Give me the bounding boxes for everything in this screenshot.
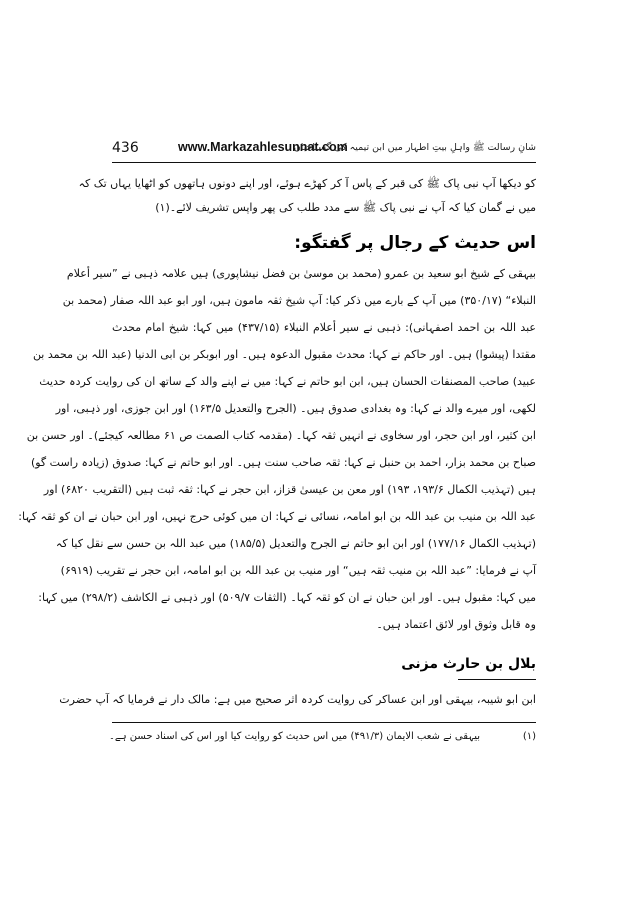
page-number: 436 — [112, 140, 139, 156]
section-heading: اس حدیث کے رجال پر گفتگو: — [294, 233, 536, 253]
footnote-divider — [112, 722, 536, 723]
paragraph-line: (تہذیب الکمال ۱۷۷/۱۶) اور ابن ابو حاتم نے الجرح والتعدیل (۱۸۵/۵) میں عبد اللہ بن حسن سے نقل کیا کہ — [55, 537, 536, 550]
paragraph-line: میں کہا: مقبول ہیں۔ اور ابن حبان نے ان کو ثقہ کہا۔ (الثقات ۵۰۹/۷) اور ذہبی نے الکاشف (۲۹۸/۲) میں کہا: — [38, 591, 536, 604]
paragraph-line: عبد اللہ بن احمد اصفہانی): ذہبی نے سیر أعلام النبلاء (۴۳۷/۱۵) میں کہا: شیخ امام محدث — [112, 321, 536, 334]
intro-line: میں نے گمان کیا کہ آپ نے نبی پاک ﷺ سے مدد طلب کی پھر واپس تشریف لائے۔(۱) — [155, 201, 536, 214]
footnote-text: بیہقی نے شعب الایمان (۴۹۱/۳) میں اس حدیث کو روایت کیا اور اس کی اسناد حسن ہے۔ — [109, 731, 480, 742]
paragraph-line: ہیں (تہذیب الکمال ۱۹۳/۶، ۱۹۳) اور معن بن عیسیٰ قزاز، ابن حجر نے کہا: ثقہ ثبت ہیں (التقریب ۶۸۲۰) اور — [43, 483, 536, 496]
footnote-marker: (۱) — [522, 731, 536, 742]
paragraph-line: مقتدا (پیشوا) ہیں۔ اور حاکم نے کہا: محدث مقبول الدعوہ ہیں۔ اور ابوبکر بن ابی الدنیا (عبد اللہ بن محمد بن — [32, 348, 536, 361]
paragraph-line: آپ نے فرمایا: ”عبد اللہ بن منیب ثقہ ہیں“ اور منیب بن عبد اللہ بن ابو امامہ، ابن حجر نے تقریب (۶۹۱۹) — [60, 564, 536, 577]
website-url[interactable]: www.Markazahlesunnat.com — [178, 140, 348, 154]
paragraph-line: عبد اللہ بن منیب بن عبد اللہ بن ابو امامہ، نسائی نے کہا: ان میں کوئی حرج نہیں، اور ابن حبان نے ان کو ثقہ کہا: — [18, 510, 536, 523]
footnote — [109, 727, 536, 747]
paragraph-line: ابن ابو شیبہ، بیہقی اور ابن عساکر کی روایت کردہ اثر صحیح میں ہے: مالک دار نے فرمایا کہ آپ حضرت — [59, 693, 536, 706]
running-title: شانِ رسالت ﷺ واہلِ بیتِ اطہار میں ابن تیمیہ کی گستاخیاں — [293, 142, 536, 153]
paragraph-line: عبید) صاحب المصنفات الحسان ہیں، ابن ابو حاتم نے کہا: میں نے اپنے والد کے ساتھ ان کی روایت کردہ حدیث — [39, 375, 536, 388]
subheading-underline — [458, 679, 536, 680]
paragraph-line: بیہقی کے شیخ ابو سعید بن عمرو (محمد بن موسیٰ بن فضل نیشاپوری) ہیں علامہ ذہبی نے ”سیر أعلام — [66, 267, 536, 280]
paragraph-line: لکھی، اور میرے والد نے کہا: وہ بغدادی صدوق ہیں۔ (الجرح والتعدیل ۱۶۳/۵) اور ابن جوزی، اور ذہبی، اور — [55, 402, 536, 415]
intro-line: کو دیکھا آپ نبی پاک ﷺ کی قبر کے پاس آ کر کھڑے ہوئے، اور اپنے دونوں ہاتھوں کو اٹھایا یہاں تک کہ — [78, 177, 536, 190]
header-divider — [112, 162, 536, 163]
paragraph-line: النبلاء“ (۳۵۰/۱۷) میں آپ کے بارے میں ذکر کیا: آپ شیخ ثقہ مامون ہیں، اور ابو عبد اللہ صفار (محمد بن — [62, 294, 536, 307]
paragraph-line: وہ قابل وثوق اور لائق اعتماد ہیں۔ — [376, 618, 536, 631]
paragraph-line: صباح بن محمد بزار، احمد بن حنبل نے کہا: ثقہ صاحب سنت ہیں۔ اور ابو حاتم نے کہا: صدوق (زیادہ راست گو) — [30, 456, 536, 469]
subheading: بلال بن حارث مزنی — [401, 656, 536, 672]
page-header — [112, 138, 536, 160]
paragraph-line: ابن کثیر، اور ابن حجر، اور سخاوی نے انہیں ثقہ کہا۔ (مقدمہ کتاب الصمت ص ۶۱ مطالعہ کیجئے)۔ اور حسن بن — [26, 429, 536, 442]
